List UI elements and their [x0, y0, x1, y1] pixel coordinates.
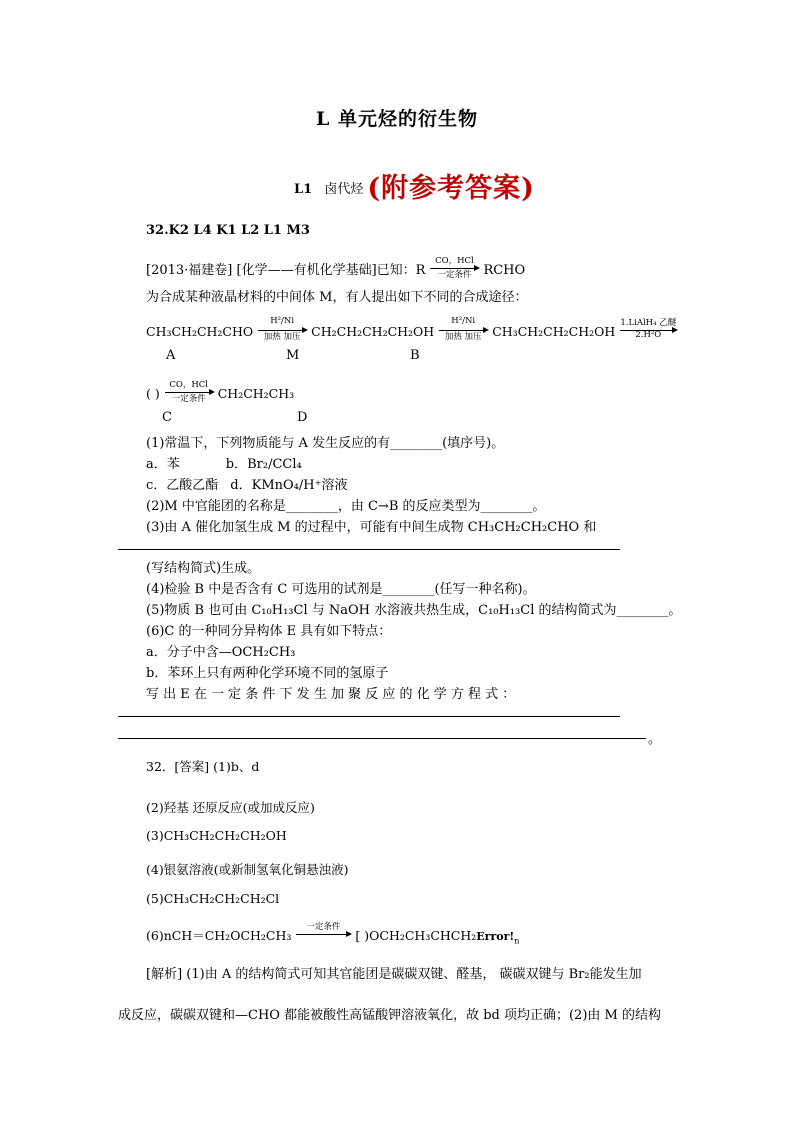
- compound-b: CH₃CH₂CH₂CH₂OH: [492, 324, 616, 339]
- compound-a: CH₃CH₂CH₂CHO: [146, 324, 254, 339]
- arrow-top-label: CO，HCl: [435, 256, 474, 266]
- reaction-arrow: [437, 318, 489, 344]
- answer-3: (3)CH₃CH₂CH₂CH₂OH: [146, 828, 287, 843]
- section-heading: [294, 166, 535, 205]
- option-c: c．乙酸乙酯: [146, 478, 219, 493]
- question-6-feature-b: b．苯环上只有两种化学环境不同的氢原子: [146, 666, 389, 681]
- question-1: (1)常温下，下列物质能与 A 发生反应的有________(填序号)。: [146, 436, 505, 451]
- arrow-bottom-label: 加热 加压: [444, 332, 482, 342]
- option-d: d．KMnO₄/H⁺溶液: [230, 478, 348, 493]
- reaction-arrow: [428, 256, 480, 282]
- answer-6: [146, 922, 519, 948]
- question-2: (2)M 中官能团的名称是________，由 C→B 的反应类型为________。: [146, 499, 546, 514]
- label-m: M: [286, 348, 300, 363]
- question-3-line1: (3)由 A 催化加氢生成 M 的过程中，可能有中间生成物 CH₃CH₂CH₂CHO 和: [146, 520, 597, 535]
- error-field: Error!: [476, 930, 515, 943]
- question-4: (4)检验 B 中是否含有 C 可选用的试剂是________(任写一种名称)。: [146, 582, 536, 597]
- arrow-top-label: H²/Ni: [270, 316, 295, 326]
- arrow-bottom-label: 一定条件: [437, 270, 472, 280]
- question-5: (5)物质 B 也可由 C₁₀H₁₃Cl 与 NaOH 水溶液共热生成，C₁₀H₁₃Cl 的结构简式为________。: [146, 603, 682, 618]
- compound-c: ( ): [146, 386, 160, 401]
- label-d: D: [297, 410, 308, 425]
- option-a: a．苯: [146, 457, 180, 472]
- question-6: (6)C 的一种同分异构体 E 具有如下特点：: [146, 624, 392, 639]
- compound-d: CH₂CH₂CH₃: [217, 386, 295, 401]
- answer-blank-line: [118, 716, 620, 717]
- question-1-option: [146, 453, 302, 472]
- arrow-bottom-label: 一定条件: [171, 394, 206, 404]
- answer-4: (4)银氨溶液(或新制氢氧化铜悬浊液): [146, 862, 349, 877]
- question-6-feature-a: a．分子中含—OCH₂CH₃: [146, 645, 296, 660]
- label-c: C: [162, 410, 172, 425]
- appendix-note: (附参考答案): [367, 173, 535, 204]
- reaction-arrow: [294, 922, 352, 948]
- arrow-top-label: H²/Ni: [451, 316, 476, 326]
- synthesis-route: [146, 318, 681, 344]
- reaction-arrow: [163, 380, 215, 406]
- reaction-arrow: [256, 318, 308, 344]
- label-a: A: [166, 348, 176, 363]
- section-name: 卤代烃: [324, 182, 364, 197]
- question-1-option: [146, 474, 347, 493]
- answer-1: 32．[答案] (1)b、d: [146, 759, 260, 774]
- label-b: B: [410, 348, 420, 363]
- option-b: b．Br₂/CCl₄: [225, 457, 302, 472]
- answer-6-product: [ )OCH₂CH₃CHCH₂: [355, 928, 477, 943]
- question-6-instruction: 写 出 E 在 一 定 条 件 下 发 生 加 聚 反 应 的 化 学 方 程 式 ：: [146, 687, 516, 702]
- polymer-subscript: n: [514, 936, 520, 946]
- reaction-arrow: [618, 318, 678, 344]
- analysis-line1: [解析] (1)由 A 的结构简式可知其官能团是碳碳双键、醛基， 碳碳双键与 Br₂能发生加: [146, 967, 642, 982]
- answer-blank-line: [118, 738, 646, 739]
- question-tag: 32.K2 L4 K1 L2 L1 M3: [146, 223, 310, 238]
- source-text: [2013·福建卷] [化学——有机化学基础]已知：R: [146, 263, 426, 278]
- analysis-line2: 成反应，碳碳双键和—CHO 都能被酸性高锰酸钾溶液氧化，故 bd 项均正确；(2)由 M 的结构: [118, 1008, 661, 1023]
- arrow-top-label: 一定条件: [306, 922, 341, 932]
- synthesis-route-2: [146, 380, 294, 406]
- answer-6-reactant: (6)nCH＝CH₂OCH₂CH₃: [146, 928, 292, 943]
- arrow-bottom-label: 加热 加压: [263, 332, 301, 342]
- section-code: L1: [294, 182, 313, 197]
- answer-blank-line: [118, 549, 620, 550]
- arrow-top-label: CO，HCl: [169, 380, 209, 390]
- question-intro: 为合成某种液晶材料的中间体 M，有人提出如下不同的合成途径：: [146, 290, 528, 305]
- question-3-line2: (写结构简式)生成。: [146, 561, 261, 576]
- compound-m: CH₂CH₂CH₂CH₂OH: [311, 324, 435, 339]
- answer-2: (2)羟基 还原反应(或加成反应): [146, 800, 315, 815]
- end-mark: 。: [648, 732, 662, 747]
- page-title: L 单元烃的衍生物: [316, 108, 478, 130]
- arrow-bottom-label: 2.H²O: [635, 330, 662, 340]
- question-source: [146, 256, 525, 282]
- arrow-top-label: 1.LiAlH₄ 乙醚: [620, 318, 677, 328]
- answer-5: (5)CH₃CH₂CH₂CH₂Cl: [146, 891, 280, 906]
- known-product: RCHO: [483, 263, 526, 278]
